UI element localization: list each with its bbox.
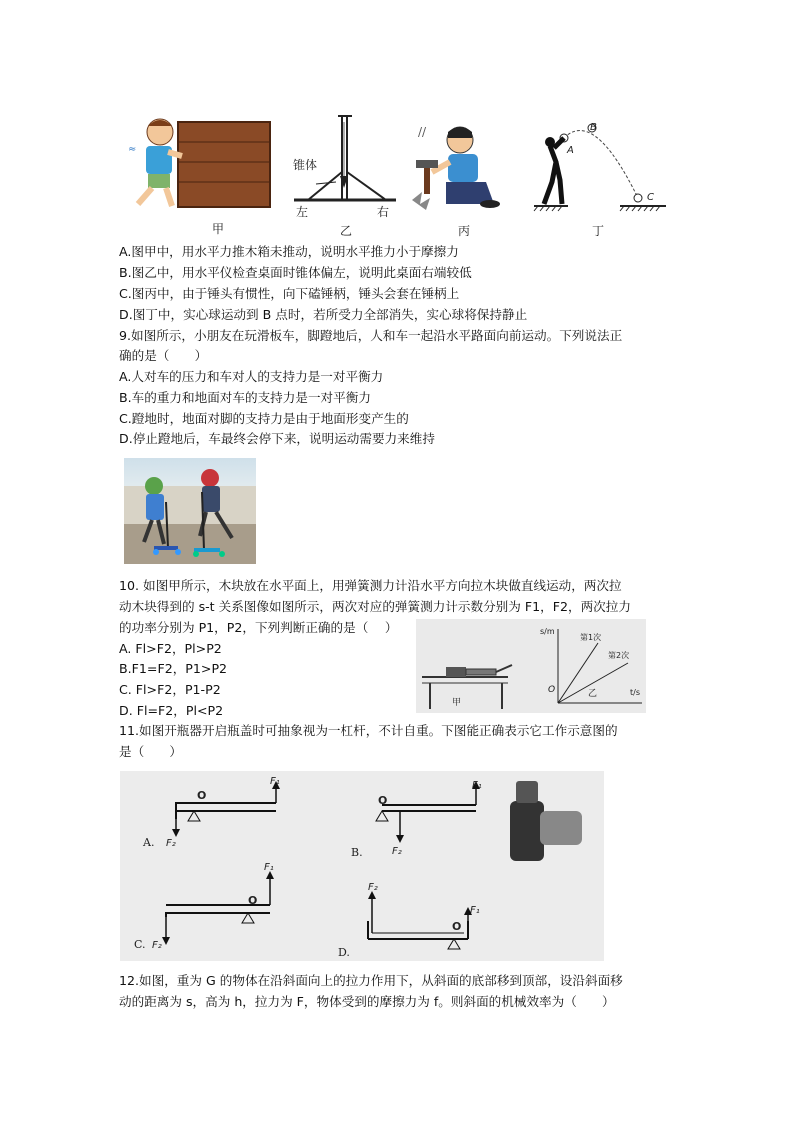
q11-a-f2: F₂ bbox=[166, 838, 176, 849]
q11-a-f1: F₁ bbox=[270, 776, 280, 787]
q10-option-b: B.F1=F2，P1>P2 bbox=[119, 661, 228, 676]
q11-option-a: A. bbox=[143, 836, 155, 849]
q9-option-d: D.停止蹬地后，车最终会停下来，说明运动需要力来维持 bbox=[119, 431, 435, 446]
q11-a-pivot: O bbox=[197, 789, 207, 802]
q10-line2-label: 第2次 bbox=[608, 651, 630, 660]
fig-label-jia: 甲 bbox=[212, 222, 225, 236]
q11-c-f1: F₁ bbox=[264, 862, 274, 873]
fig-label-yi: 乙 bbox=[340, 224, 353, 238]
point-c-label: C bbox=[647, 192, 654, 203]
q12-stem-line2: 动的距离为 s，高为 h，拉力为 F，物体受到的摩擦力为 f。则斜面的机械效率为（ ） bbox=[119, 994, 615, 1009]
q11-option-b: B. bbox=[351, 846, 363, 859]
q9-option-c: C.蹬地时，地面对脚的支持力是由于地面形变产生的 bbox=[119, 411, 409, 426]
q10-yi-label: 乙 bbox=[588, 689, 598, 699]
q11-b-f1: F₁ bbox=[472, 780, 482, 791]
q11-stem-line2: 是（ ） bbox=[119, 744, 182, 759]
q11-b-f2: F₂ bbox=[392, 846, 402, 857]
q8-figure-jia bbox=[120, 112, 280, 212]
q11-d-f2: F₂ bbox=[368, 882, 378, 893]
q10-option-c: C. Fl>F2，P1-P2 bbox=[119, 682, 221, 697]
cone-label: 锥体 bbox=[293, 158, 318, 172]
q10-stem-line3: 的功率分别为 P1，P2，下列判断正确的是（ ） bbox=[119, 620, 398, 635]
point-b-label: B bbox=[590, 122, 597, 133]
q10-ylabel: s/m bbox=[540, 627, 555, 636]
q11-figure bbox=[120, 771, 604, 961]
fig-label-bing: 丙 bbox=[458, 224, 471, 238]
fig-label-ding: 丁 bbox=[592, 224, 605, 238]
left-label: 左 bbox=[296, 205, 309, 219]
q10-stem-line1: 10. 如图甲所示，木块放在水平面上，用弹簧测力计沿水平方向拉木块做直线运动，两次拉 bbox=[119, 578, 622, 593]
man-hammer-illustration bbox=[408, 118, 508, 214]
q8-option-d: D.图丁中，实心球运动到 B 点时，若所受力全部消失，实心球将保持静止 bbox=[119, 307, 528, 322]
q9-scooter-photo bbox=[124, 458, 256, 564]
q9-option-a: A.人对车的压力和车对人的支持力是一对平衡力 bbox=[119, 369, 384, 384]
q11-c-pivot: O bbox=[248, 894, 258, 907]
svg-text://: // bbox=[418, 125, 427, 139]
q11-stem-line1: 11.如图开瓶器开启瓶盖时可抽象视为一杠杆，不计自重。下图能正确表示它工作示意图的 bbox=[119, 723, 618, 738]
q8-figure-bing bbox=[408, 118, 508, 214]
q11-option-c: C. bbox=[134, 938, 146, 951]
q10-option-d: D. Fl=F2，Pl<P2 bbox=[119, 703, 224, 718]
q12-stem-line1: 12.如图，重为 G 的物体在沿斜面向上的拉力作用下，从斜面的底部移到顶部，设沿斜面移 bbox=[119, 973, 623, 988]
q10-line1-label: 第1次 bbox=[580, 633, 602, 642]
point-a-label: A bbox=[567, 145, 574, 156]
q9-option-b: B.车的重力和地面对车的支持力是一对平衡力 bbox=[119, 390, 371, 405]
q11-b-pivot: O bbox=[378, 794, 388, 807]
q11-c-f2: F₂ bbox=[152, 940, 162, 951]
q10-figure bbox=[416, 619, 646, 713]
q10-stem-line2: 动木块得到的 s-t 关系图像如图所示，两次对应的弹簧测力计示数分别为 F1，F2，两次拉力 bbox=[119, 599, 631, 614]
q11-d-pivot: O bbox=[452, 920, 462, 933]
lever-diagram-options bbox=[120, 771, 604, 961]
q10-origin: O bbox=[548, 685, 556, 695]
kids-on-scooters-photo bbox=[124, 458, 256, 564]
svg-text:≈: ≈ bbox=[128, 144, 137, 155]
q11-d-f1: F₁ bbox=[470, 905, 480, 916]
q9-stem-line1: 9.如图所示，小朋友在玩滑板车，脚蹬地后，人和车一起沿水平路面向前运动。下列说法正 bbox=[119, 328, 623, 343]
spring-scale-and-st-graph bbox=[416, 619, 646, 713]
boy-pushing-box-illustration bbox=[120, 112, 280, 212]
q10-xlabel: t/s bbox=[630, 688, 640, 697]
q10-jia-label: 甲 bbox=[452, 698, 462, 708]
q8-option-b: B.图乙中，用水平仪检查桌面时锥体偏左，说明此桌面右端较低 bbox=[119, 265, 472, 280]
q11-option-d: D. bbox=[338, 946, 350, 959]
q10-option-a: A. Fl>F2，Pl>P2 bbox=[119, 641, 222, 656]
right-label: 右 bbox=[377, 205, 390, 219]
q9-stem-line2: 确的是（ ） bbox=[119, 348, 208, 363]
q8-option-c: C.图丙中，由于锤头有惯性，向下磕锤柄，锤头会套在锤柄上 bbox=[119, 286, 460, 301]
q8-option-a: A.图甲中，用水平力推木箱未推动，说明水平推力小于摩擦力 bbox=[119, 244, 459, 259]
